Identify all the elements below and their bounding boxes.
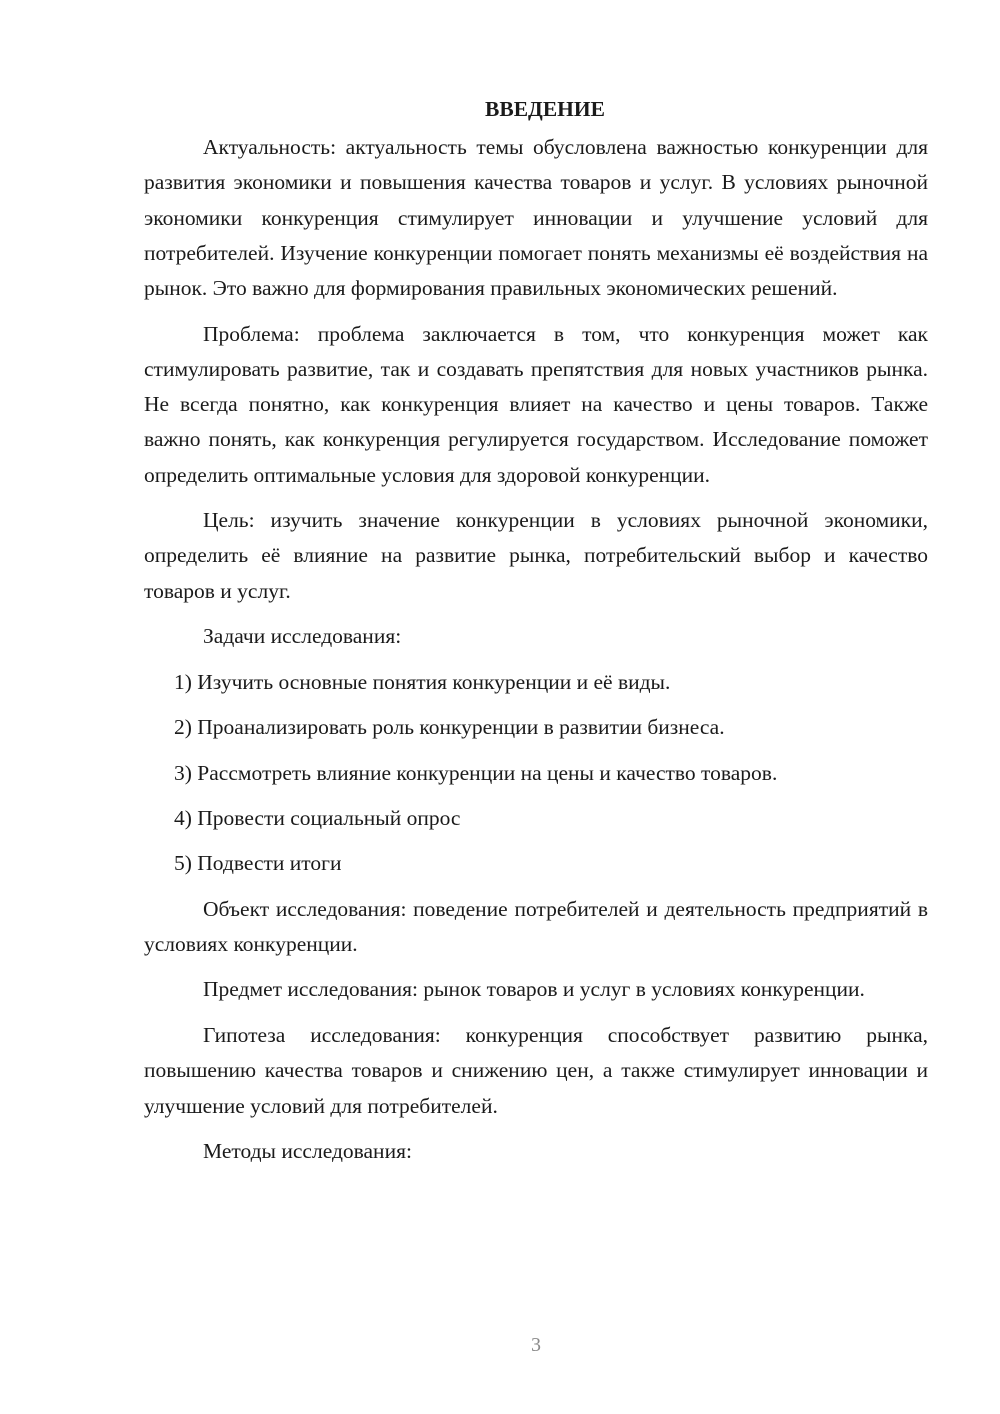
page-title: ВВЕДЕНИЕ (485, 97, 605, 121)
methods-heading: Методы исследования: (203, 1139, 412, 1164)
task-item: 2) Проанализировать роль конкуренции в развитии бизнеса. (174, 715, 725, 740)
page-content (144, 92, 928, 1180)
hypothesis-paragraph: Гипотеза исследования: конкуренция способствует развитию рынка, повышению качества товаров и снижению цен, а также стимулирует инновации и улучшение условий для потребителей. (144, 1023, 928, 1118)
object-paragraph: Объект исследования: поведение потребителей и деятельность предприятий в условиях конкуренции. (144, 896, 928, 956)
tasks-heading: Задачи исследования: (203, 624, 402, 649)
relevance-paragraph: Актуальность: актуальность темы обусловлена важностью конкуренции для развития экономики и повышения качества товаров и услуг. В условиях рыночной экономики конкуренция стимулирует инновации и улучшение условий для потребителей. Изучение конкуренции помогает понять механизмы её воздействия на рынок. Это важно для формирования правильных экономических решений. (144, 135, 928, 301)
tasks-list (144, 665, 928, 881)
task-item: 3) Рассмотреть влияние конкуренции на цены и качество товаров. (174, 760, 778, 785)
task-item: 4) Провести социальный опрос (174, 805, 461, 830)
task-item: 5) Подвести итоги (174, 851, 342, 876)
subject-paragraph: Предмет исследования: рынок товаров и услуг в условиях конкуренции. (203, 977, 865, 1002)
page-number: 3 (531, 1334, 541, 1356)
goal-paragraph: Цель: изучить значение конкуренции в условиях рыночной экономики, определить её влияние на развитие рынка, потребительский выбор и качество товаров и услуг. (144, 508, 928, 603)
problem-paragraph: Проблема: проблема заключается в том, что конкуренция может как стимулировать развитие, так и создавать препятствия для новых участников рынка. Не всегда понятно, как конкуренция влияет на качество и цены товаров. Также важно понять, как конкуренция регулируется государством. Исследование поможет определить оптимальные условия для здоровой конкуренции. (144, 321, 928, 487)
task-item: 1) Изучить основные понятия конкуренции и её виды. (174, 670, 671, 695)
